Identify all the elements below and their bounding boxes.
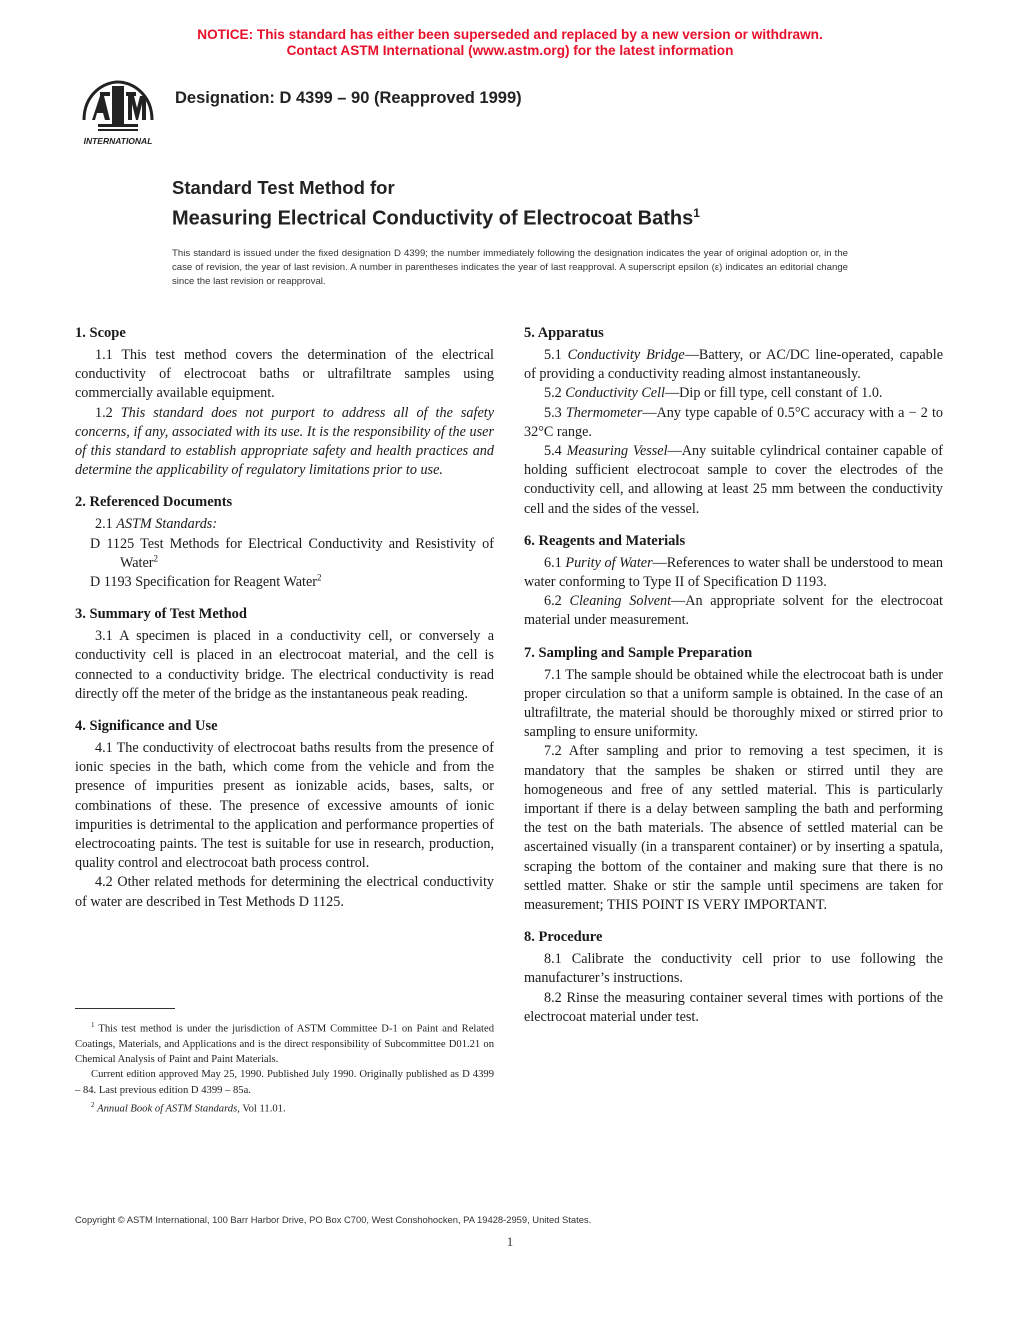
section-procedure bbox=[524, 928, 943, 1027]
logo-text: INTERNATIONAL bbox=[83, 136, 153, 146]
title-line-1: Standard Test Method for bbox=[172, 177, 395, 198]
copyright: Copyright © ASTM International, 100 Barr Harbor Drive, PO Box C700, West Conshohocken, PA 19428-2959, United States. bbox=[75, 1214, 592, 1225]
section-sampling bbox=[524, 644, 943, 916]
paragraph: 8.1 Calibrate the conductivity cell prior to use following the manufacturer’s instructions. bbox=[524, 951, 943, 987]
astm-logo-icon bbox=[74, 76, 162, 148]
paragraph: 1.1 This test method covers the determination of the electrical conductivity of electrocoat baths or ultrafiltrate samples using commercially available equipment. bbox=[75, 347, 494, 402]
right-column bbox=[524, 324, 943, 1040]
paragraph: 5.2 Conductivity Cell—Dip or fill type, cell constant of 1.0. bbox=[544, 385, 883, 402]
footnotes bbox=[75, 1018, 494, 1117]
paragraph: 8.2 Rinse the measuring container several times with portions of the electrocoat material under test. bbox=[524, 989, 943, 1025]
paragraph: 6.2 Cleaning Solvent—An appropriate solvent for the electrocoat material under measurement. bbox=[524, 593, 943, 629]
paragraph: 5.1 Conductivity Bridge—Battery, or AC/DC line-operated, capable of providing a conductivity reading almost instantaneously. bbox=[524, 347, 944, 383]
paragraph: 5.3 Thermometer—Any type capable of 0.5°C accuracy with a − 2 to 32°C range. bbox=[524, 404, 943, 440]
paragraph: 7.2 After sampling and prior to removing a test specimen, it is mandatory that the samples be shaken or stirred until they are homogeneous and free of any settled material. This is particularly important if there is a delay between sampling the bath and performing the test on the bath materials. The absence of settled material can be ascertained visually (in a transparent container) or by inserting a spatula, scraping the bottom of the container and making sure that there is no settled matter. Shake or stir the sample until specimens are taken for measurement; THIS POINT IS VERY IMPORTANT. bbox=[524, 743, 943, 914]
notice-line-2: Contact ASTM International (www.astm.org) for the latest information bbox=[286, 43, 734, 58]
section-significance bbox=[75, 717, 494, 912]
footnote-divider bbox=[75, 1008, 175, 1009]
paragraph: 7.1 The sample should be obtained while the electrocoat bath is under proper circulation so that a uniform sample is obtained. In the case of an ultrafiltrate, the material should be thoroughly mixed or stirred prior to sampling to ensure uniformity. bbox=[524, 666, 943, 741]
issued-note: This standard is issued under the fixed designation D 4399; the number immediately following the designation indicates the year of original adoption or, in the case of revision, the year of last revision. A number in parentheses indicates the year of last reapproval. A superscript epsilon (ε) indicates an editorial change since the last revision or reapproval. bbox=[172, 248, 848, 288]
footnote-1: $^1$ This test method is under the jurisdiction of ASTM Committee D-1 on Paint and Related Coatings, Materials, and Applications and is the direct responsibility of Subcommittee D01.21 on Chemical Analysis of Paint and Paint Materials. bbox=[75, 1021, 494, 1066]
page-title bbox=[172, 176, 700, 232]
section-heading: 7. Sampling and Sample Preparation bbox=[524, 644, 753, 661]
section-apparatus bbox=[524, 324, 943, 519]
paragraph: 5.4 Measuring Vessel—Any suitable cylindrical container capable of holding sufficient electrocoat sample to cover the electrodes of the conductivity cell, and allowing at least 25 mm between the conductivity cell and the sides of the vessel. bbox=[524, 443, 943, 517]
section-heading: 2. Referenced Documents bbox=[75, 494, 233, 511]
reference-d1193: D 1193 Specification for Reagent Water$^2$ bbox=[90, 572, 322, 591]
section-scope bbox=[75, 324, 494, 480]
section-summary bbox=[75, 605, 494, 704]
left-column bbox=[75, 324, 494, 925]
designation: Designation: D 4399 – 90 (Reapproved 1999) bbox=[175, 89, 522, 107]
section-heading: 3. Summary of Test Method bbox=[75, 606, 247, 623]
paragraph: 4.1 The conductivity of electrocoat baths results from the presence of ionic species in the bath, which come from the vehicle and from the presence of impurities present as ionizable acids, bases, salts, or combinations of these. The presence of excessive amounts of ionic impurities is detrimental to the application and performance properties of electrocoating paints. The test is suitable for use in research, production, quality control and electrocoat bath process control. bbox=[75, 740, 494, 872]
section-referenced-documents bbox=[75, 493, 494, 592]
notice-line-1: NOTICE: This standard has either been superseded and replaced by a new version or withdrawn. bbox=[197, 27, 823, 42]
section-heading: 8. Procedure bbox=[524, 929, 603, 946]
section-heading: 6. Reagents and Materials bbox=[524, 532, 686, 549]
section-heading: 1. Scope bbox=[75, 325, 126, 341]
paragraph: 4.2 Other related methods for determining the electrical conductivity of water are described in Test Methods D 1125. bbox=[75, 874, 494, 910]
title-line-2: Measuring Electrical Conductivity of Electrocoat Baths bbox=[172, 207, 694, 230]
page-number: 1 bbox=[506, 1234, 514, 1249]
section-heading: 5. Apparatus bbox=[524, 325, 604, 341]
section-heading: 4. Significance and Use bbox=[75, 718, 218, 735]
paragraph: 2.1 ASTM Standards: bbox=[95, 516, 218, 533]
paragraph: 3.1 A specimen is placed in a conductivity cell, or conversely a conductivity cell is placed in an electrocoat material, and the cell is connected to a conductivity bridge. The electrical conductivity is read directly off the meter of the bridge as the instantaneous peak reading. bbox=[75, 628, 494, 702]
supersession-notice bbox=[0, 27, 1020, 59]
footnote-1-edition: Current edition approved May 25, 1990. Published July 1990. Originally published as D 4399 – 84. Last previous edition D 4399 – 85a. bbox=[75, 1069, 494, 1096]
title-footnote-mark: 1 bbox=[693, 206, 700, 220]
paragraph: 6.1 Purity of Water—References to water shall be understood to mean water conforming to Type II of Specification D 1193. bbox=[524, 554, 944, 591]
reference-d1125: D 1125 Test Methods for Electrical Conductivity and Resistivity of Water$^2$ bbox=[90, 535, 494, 571]
paragraph: 1.2 This standard does not purport to address all of the safety concerns, if any, associated with its use. It is the responsibility of the user of this standard to establish appropriate safety and health practices and determine the applicability of regulatory limitations prior to use. bbox=[75, 404, 494, 479]
footnote-2: $^2$ Annual Book of ASTM Standards, Vol 11.01. bbox=[91, 1101, 286, 1115]
section-reagents bbox=[524, 532, 943, 631]
